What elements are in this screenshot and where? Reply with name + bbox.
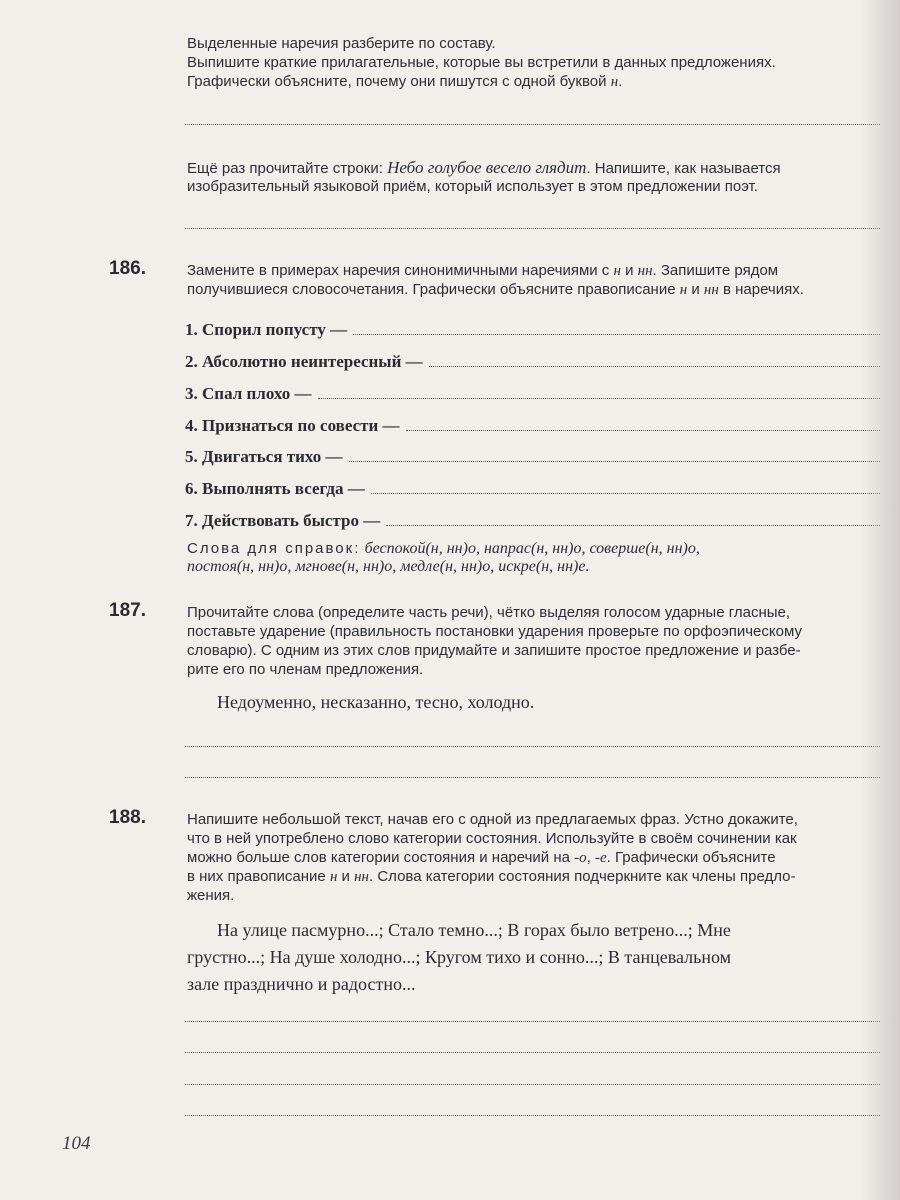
intro-line-1: Выделенные наречия разберите по составу. (187, 35, 496, 52)
answer-line[interactable] (185, 124, 880, 125)
starter-phrases-line-1: На улице пасмурно...; Стало темно...; В горах было ветрено...; Мне (217, 920, 731, 940)
ex187-task-line-3: словарю). С одним из этих слов придумайте и запишите простое предложение и разбе- (187, 642, 801, 659)
ex188-task-line-2: что в ней употреблено слово категории состояния. Используйте в своём сочинении как (187, 830, 797, 847)
intro-line-3: Графически объясните, почему они пишутся с одной буквой н. (187, 73, 623, 90)
ex188-task-line-5: жения. (187, 887, 235, 904)
ex187-task-line-1: Прочитайте слова (определите часть речи), чётко выделяя голосом ударные гласные, (187, 604, 791, 621)
answer-line[interactable] (429, 366, 880, 367)
answer-line[interactable] (185, 1115, 880, 1116)
starter-phrases-line-2: грустно...; На душе холодно...; Кругом тихо и сонно...; В танцевальном (187, 947, 732, 967)
exercise-item-5[interactable]: 5. Двигаться тихо — (185, 443, 880, 467)
exercise-number: 188. (109, 807, 146, 828)
answer-line[interactable] (353, 334, 880, 335)
exercise-item-1[interactable]: 1. Спорил попусту — (185, 316, 880, 340)
ex187-task-line-4: рите его по членам предложения. (187, 661, 424, 678)
ex187-task-line-2: поставьте ударение (правильность постановки ударения проверьте по орфоэпическому (187, 623, 802, 640)
starter-phrases-line-3: зале празднично и радостно... (187, 974, 416, 994)
answer-line[interactable] (371, 493, 880, 494)
exercise-item-2[interactable]: 2. Абсолютно неинтересный — (185, 348, 880, 372)
exercise-item-7[interactable]: 7. Действовать быстро — (185, 507, 880, 531)
answer-line[interactable] (185, 1052, 880, 1053)
q2-line-2: изобразительный языковой приём, который использует в этом предложении поэт. (187, 178, 758, 195)
exercise-number: 186. (109, 258, 146, 279)
answer-line[interactable] (386, 525, 880, 526)
answer-line[interactable] (185, 777, 880, 778)
q2-line-1: Ещё раз прочитайте строки: Небо голубое весело глядит. Напишите, как называется (187, 158, 781, 177)
answer-line[interactable] (185, 228, 880, 229)
answer-line[interactable] (349, 461, 880, 462)
page-edge-shadow (860, 0, 900, 1200)
exercise-item-6[interactable]: 6. Выполнять всегда — (185, 475, 880, 499)
answer-line[interactable] (185, 1021, 880, 1022)
exercise-item-4[interactable]: 4. Признаться по совести — (185, 412, 880, 436)
ex188-task-line-4: в них правописание н и нн. Слова категории состояния подчеркните как члены предло- (187, 868, 796, 885)
ex186-task-line-1: Замените в примерах наречия синонимичными наречиями с н и нн. Запишите рядом (187, 262, 779, 279)
reference-words-line-2: постоя(н, нн)о, мгнове(н, нн)о, медле(н, нн)о, искре(н, нн)е. (187, 558, 590, 575)
exercise-number: 187. (109, 600, 146, 621)
ex188-task-line-3: можно больше слов категории состояния и наречий на -о, -е. Графически объясните (187, 849, 776, 866)
reference-words-line-1: Слова для справок: беспокой(н, нн)о, напрас(н, нн)о, соверше(н, нн)о, (187, 540, 700, 557)
answer-line[interactable] (185, 1084, 880, 1085)
exercise-item-3[interactable]: 3. Спал плохо — (185, 380, 880, 404)
answer-line[interactable] (185, 746, 880, 747)
page-number: 104 (62, 1133, 91, 1154)
intro-line-2: Выпишите краткие прилагательные, которые вы встретили в данных предложениях. (187, 54, 776, 71)
exercise-words: Недоуменно, несказанно, тесно, холодно. (217, 692, 535, 712)
answer-line[interactable] (406, 430, 880, 431)
answer-line[interactable] (318, 398, 880, 399)
ex188-task-line-1: Напишите небольшой текст, начав его с одной из предлагаемых фраз. Устно докажите, (187, 811, 798, 828)
ex186-task-line-2: получившиеся словосочетания. Графически объясните правописание н и нн в наречиях. (187, 281, 804, 298)
